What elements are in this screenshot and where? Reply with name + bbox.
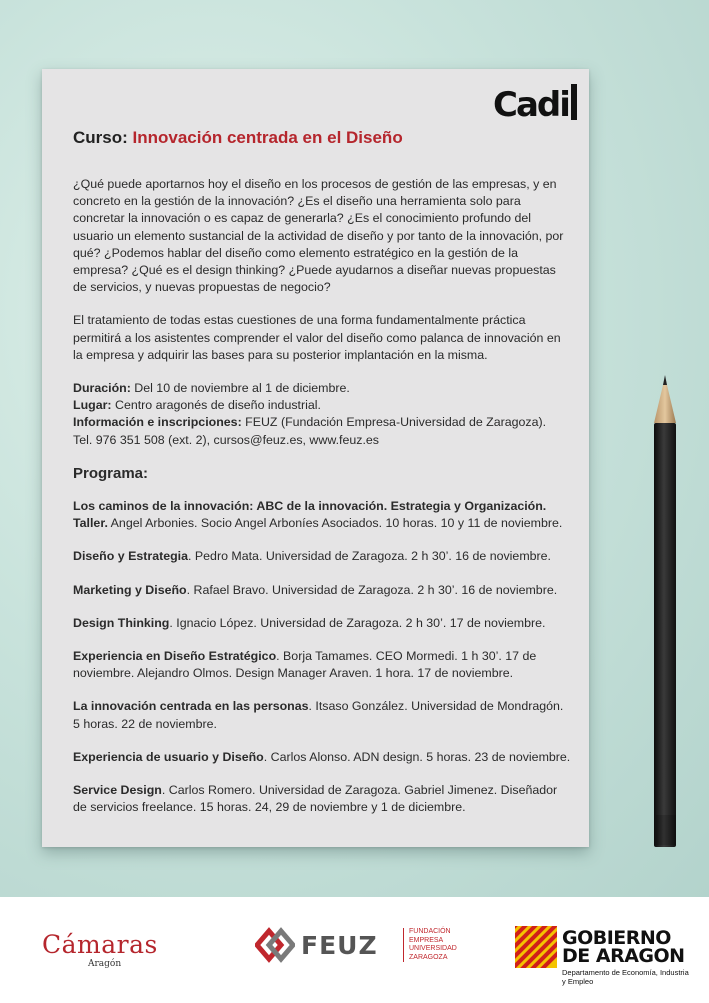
program-item-detail: . Borja Tamames. CEO Mormedi. 1 h 30’. 17 de noviembre. Alejandro Olmos. Design Manager Araven. 1 hora. 17 de noviembre.: [73, 649, 537, 681]
feuz-name: FEUZ: [301, 931, 378, 960]
program-item-title: La innovación centrada en las personas: [73, 699, 309, 714]
program-item-detail: . Carlos Alonso. ADN design. 5 horas. 23 de noviembre.: [263, 749, 571, 764]
program-item-title: Marketing y Diseño: [73, 582, 187, 597]
program-item: [73, 498, 573, 532]
program-item-detail: . Ignacio López. Universidad de Zaragoza. 2 h 30’. 17 de noviembre.: [169, 615, 546, 630]
cadi-logo: Cadi: [493, 88, 577, 124]
program-item-title: Experiencia en Diseño Estratégico: [73, 649, 277, 664]
contact-row: Tel. 976 351 508 (ext. 2), cursos@feuz.es, www.feuz.es: [73, 432, 379, 447]
gobierno-department: Departamento de Economía, Industria y Empleo: [562, 968, 689, 986]
registration-value: FEUZ (Fundación Empresa-Universidad de Zaragoza).: [241, 415, 547, 430]
program-item-title: Service Design: [73, 783, 162, 798]
camaras-name: Cámaras: [42, 930, 158, 959]
feuz-sub-line: ZARAGOZA: [409, 953, 448, 961]
program-item: [73, 615, 573, 632]
program-item-detail: . Itsaso González. Universidad de Mondragón. 5 horas. 22 de noviembre.: [73, 699, 564, 731]
program-item-detail: . Rafael Bravo. Universidad de Zaragoza. 2 h 30’. 16 de noviembre.: [186, 582, 558, 597]
camaras-region: Aragón: [88, 959, 122, 969]
gobierno-aragon-logo: [513, 918, 698, 988]
course-name: Innovación centrada en el Diseño: [132, 128, 403, 147]
program-item-detail: Angel Arbonies. Socio Angel Arboníes Asociados. 10 horas. 10 y 11 de noviembre.: [107, 516, 563, 531]
feuz-emblem-icon: [255, 927, 295, 963]
course-label: Curso:: [73, 128, 128, 147]
feuz-sub-line: FUNDACIÓN: [409, 928, 451, 935]
program-item-title: Design Thinking: [73, 615, 170, 630]
program-item: [73, 782, 573, 816]
gobierno-line-1: GOBIERNO: [562, 927, 671, 949]
program-item-title: Diseño y Estrategia: [73, 549, 189, 564]
program-item-title: Experiencia de usuario y Diseño: [73, 749, 264, 764]
flyer-content: [73, 128, 573, 832]
place-label: Lugar:: [73, 398, 112, 413]
program-item-title: Los caminos de la innovación: ABC de la innovación. Estrategia y Organización. Taller.: [73, 499, 547, 531]
aragon-flag-icon: [515, 926, 557, 968]
feuz-logo: [255, 925, 475, 965]
place-row: [73, 397, 573, 414]
program-item: [73, 648, 573, 682]
camaras-logo: [42, 930, 182, 969]
gobierno-line-2: DE ARAGON: [562, 945, 685, 967]
pencil-icon: [654, 375, 676, 847]
course-info: [73, 380, 573, 449]
program-item: [73, 582, 573, 599]
registration-row: [73, 414, 573, 431]
program-item: [73, 698, 573, 732]
duration-row: [73, 380, 573, 397]
feuz-subtitle: [403, 928, 457, 962]
feuz-sub-line: EMPRESA: [409, 936, 444, 944]
program-item-detail: . Carlos Romero. Universidad de Zaragoza. Gabriel Jimenez. Diseñador de servicios freelance. 15 horas. 24, 29 de noviembre y 1 de diciembre.: [73, 783, 558, 815]
program-item: [73, 548, 573, 565]
intro-paragraph-2: El tratamiento de todas estas cuestiones de una forma fundamentalmente práctica permitirá a los asistentes comprender el valor del diseño como palanca de innovación en la empresa y adquirir las bases para su posterior implantación en la misma.: [73, 313, 561, 362]
program-title: Programa:: [73, 464, 149, 482]
feuz-sub-line: UNIVERSIDAD: [409, 945, 457, 952]
intro-paragraph-1: ¿Qué puede aportarnos hoy el diseño en los procesos de gestión de las empresas, y en concreto en la gestión de la innovación? ¿Es el diseño una herramienta solo para concretar la innovación o es capaz de generarla? ¿Es el conocimiento profundo del usuario un elemento sustancial de la actividad de diseño y por tanto de la innovación, por qué? ¿Podemos hablar del diseño como elemento estratégico en la gestión de la empresa? ¿Qué es el design thinking? ¿Puede ayudarnos a diseñar nuevas propuestas de servicios, y nuevas propuestas de negocio?: [73, 177, 564, 295]
course-title: [73, 128, 573, 148]
duration-value: Del 10 de noviembre al 1 de diciembre.: [130, 381, 350, 396]
registration-label: Información e inscripciones:: [73, 415, 242, 430]
duration-label: Duración:: [73, 381, 131, 396]
program-item-detail: . Pedro Mata. Universidad de Zaragoza. 2 h 30’. 16 de noviembre.: [188, 549, 551, 564]
place-value: Centro aragonés de diseño industrial.: [111, 398, 321, 413]
program-item: [73, 749, 573, 766]
